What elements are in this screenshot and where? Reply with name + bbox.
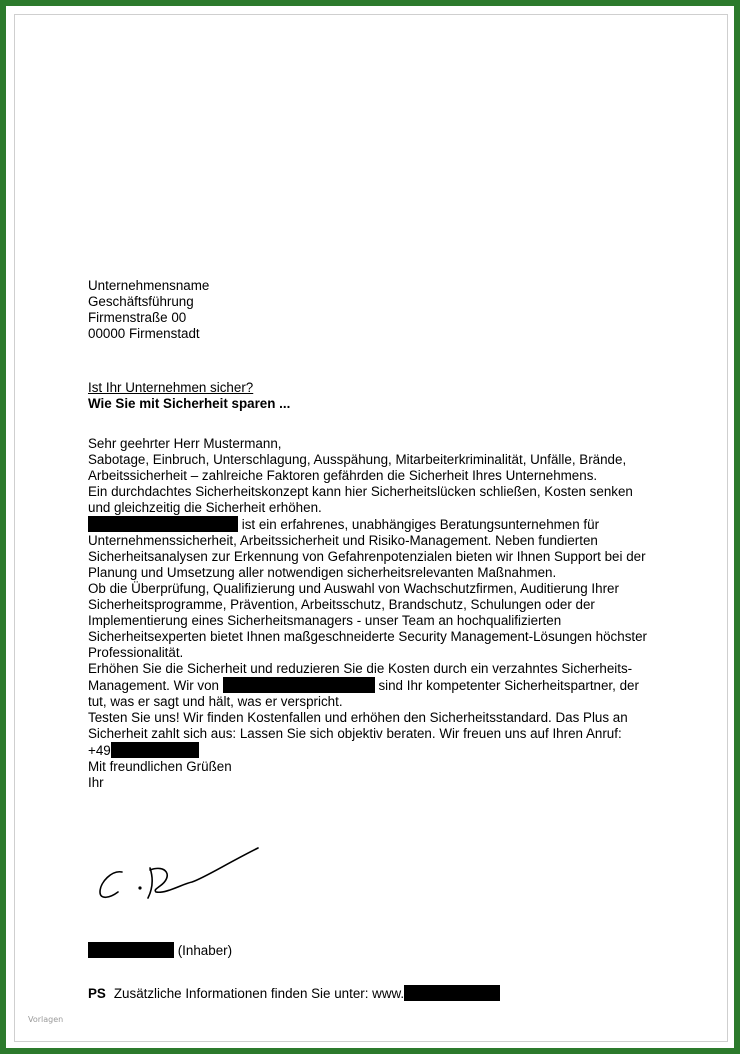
redacted-owner-name xyxy=(88,942,174,958)
paragraph-threats: Sabotage, Einbruch, Unterschlagung, Ausspähung, Mitarbeiterkriminalität, Unfälle, Brände, Arbeitssicherheit – zahlreiche Faktoren gefährden die Sicherheit Ihres Unternehmens. xyxy=(88,452,627,483)
signature xyxy=(94,846,264,906)
redacted-company-name xyxy=(88,516,238,532)
phone-prefix: +49 xyxy=(88,743,111,758)
letter-body xyxy=(88,278,658,791)
owner-line xyxy=(88,942,232,959)
paragraph-company xyxy=(88,516,658,581)
subject-line: Ist Ihr Unternehmen sicher? xyxy=(88,380,254,395)
subject-headline: Wie Sie mit Sicherheit sparen ... xyxy=(88,396,291,411)
ps-text: Zusätzliche Informationen finden Sie unter: www. xyxy=(113,986,405,1001)
paragraph-partner-text-2: sind Ihr kompetenter Sicherheitspartner, der tut, was er sagt und hält, was er verspricht. xyxy=(88,678,639,709)
redacted-company-name-2 xyxy=(223,677,375,693)
salutation: Sehr geehrter Herr Mustermann, xyxy=(88,436,282,451)
address-line: Geschäftsführung xyxy=(88,294,194,309)
ps-label: PS xyxy=(88,986,106,1001)
subject-block xyxy=(88,380,658,412)
redacted-website xyxy=(404,985,500,1001)
closing: Mit freundlichen Grüßen xyxy=(88,759,232,774)
paragraph-company-text: ist ein erfahrenes, unabhängiges Beratungsunternehmen für Unternehmenssicherheit, Arbeitssicherheit und Risiko-Management. Neben fundierten Sicherheitsanalysen zur Erkennung von Gefahrenpotenzialen bieten wir Ihnen Support bei der Planung und Umsetzung aller notwendigen sicherheitsrelevanten Maßnahmen. xyxy=(88,517,646,580)
owner-title: (Inhaber) xyxy=(174,943,233,958)
address-line: 00000 Firmenstadt xyxy=(88,326,200,341)
address-line: Unternehmensname xyxy=(88,278,210,293)
paragraph-partner xyxy=(88,661,658,710)
closing-ihr: Ihr xyxy=(88,775,104,790)
watermark: Vorlagen xyxy=(28,1015,64,1024)
address-line: Firmenstraße 00 xyxy=(88,310,187,325)
phone-line xyxy=(88,742,658,759)
paragraph-services: Ob die Überprüfung, Qualifizierung und Auswahl von Wachschutzfirmen, Auditierung Ihrer Sicherheitsprogramme, Prävention, Arbeitsschutz, Brandschutz, Schulungen oder der Implementierung eines Sicherheitsmanagers - unser Team an hochqualifizierten Sicherheitsexperten bietet Ihnen maßgeschneiderte Security Management-Lösungen höchster Professionalität. xyxy=(88,581,648,660)
recipient-address xyxy=(88,278,658,342)
postscript xyxy=(88,985,500,1002)
paragraph-concept: Ein durchdachtes Sicherheitskonzept kann hier Sicherheitslücken schließen, Kosten senken und gleichzeitig die Sicherheit erhöhen. xyxy=(88,484,633,515)
paragraph-call-to-action: Testen Sie uns! Wir finden Kostenfallen und erhöhen den Sicherheitsstandard. Das Plus an Sicherheit zahlt sich aus: Lassen Sie sich objektiv beraten. Wir freuen uns auf Ihren Anruf: xyxy=(88,710,628,741)
redacted-phone-number xyxy=(111,742,199,758)
paragraph-partner-text-1: Erhöhen Sie die Sicherheit und reduzieren Sie die Kosten durch ein verzahntes Sicherheits-Management. Wir von xyxy=(88,661,633,693)
